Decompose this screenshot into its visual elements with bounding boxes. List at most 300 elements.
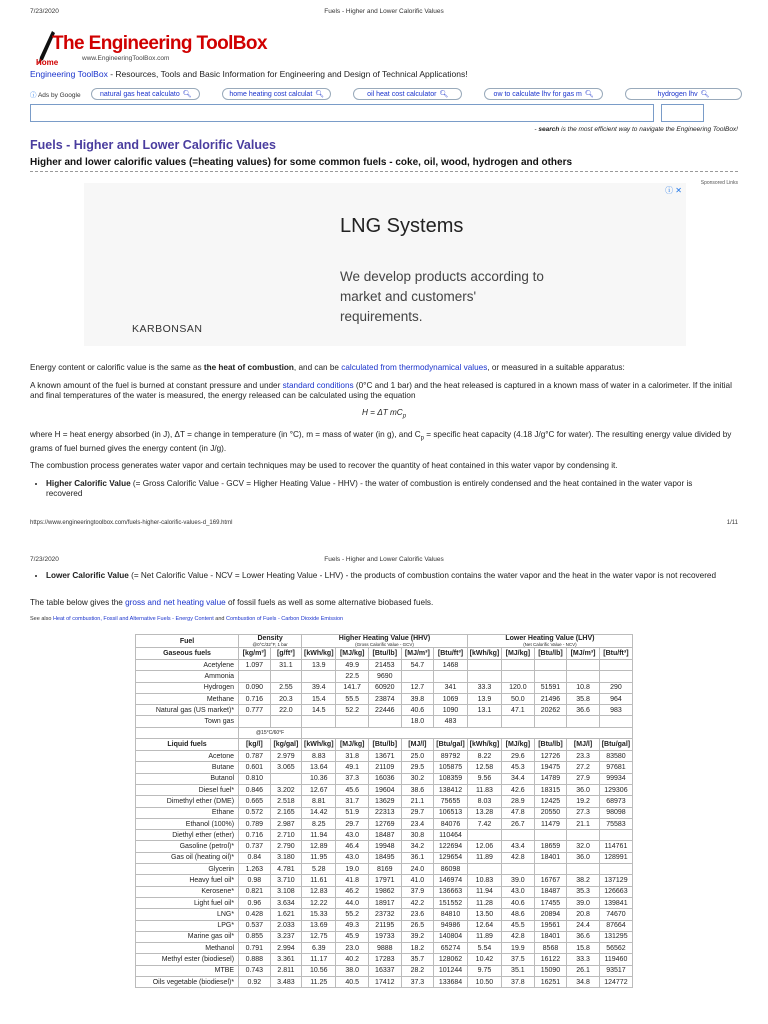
table-cell: 55.5 xyxy=(336,693,369,704)
table-cell: 6.39 xyxy=(302,943,336,954)
table-cell: 48.6 xyxy=(502,909,535,920)
table-cell: 0.090 xyxy=(239,682,271,693)
table-cell xyxy=(502,660,535,671)
ad-title: LNG Systems xyxy=(340,215,464,237)
table-cell: 33.3 xyxy=(467,682,501,693)
table-cell: 0.96 xyxy=(239,897,271,908)
table-row xyxy=(136,943,633,954)
tagline-text: - Resources, Tools and Basic Information for Engineering and Design of Technical Applications! xyxy=(107,69,468,79)
table-cell: 0.601 xyxy=(239,762,271,773)
table-cell xyxy=(467,716,501,727)
table-cell: 21.1 xyxy=(401,796,434,807)
table-row xyxy=(136,660,633,671)
table-cell: 28.2 xyxy=(401,965,434,976)
table-cell: 0.821 xyxy=(239,886,271,897)
tagline xyxy=(30,69,468,79)
table-cell: 27.9 xyxy=(567,773,600,784)
table-cell: 0.716 xyxy=(239,693,271,704)
fuel-name: Methanol xyxy=(136,943,239,954)
unit-header: [Btu/lb] xyxy=(368,739,401,751)
unit-header: [g/ft³] xyxy=(270,648,302,660)
table-cell: 35.7 xyxy=(401,954,434,965)
table-cell: 54.7 xyxy=(401,660,434,671)
table-cell: 34.4 xyxy=(502,773,535,784)
advertisement[interactable] xyxy=(84,183,686,346)
list-lcv xyxy=(46,571,728,581)
table-cell: 43.4 xyxy=(502,841,535,852)
table-cell: 86098 xyxy=(434,864,468,875)
table-cell: 14789 xyxy=(534,773,567,784)
table-cell xyxy=(599,830,632,841)
table-cell: 60920 xyxy=(368,682,401,693)
unit-header: [MJ/l] xyxy=(567,739,600,751)
table-row xyxy=(136,897,633,908)
table-cell: 9690 xyxy=(368,671,401,682)
table-cell: 105875 xyxy=(434,762,468,773)
table-cell: 0.665 xyxy=(239,796,271,807)
table-cell: 74670 xyxy=(599,909,632,920)
table-cell: 89792 xyxy=(434,751,468,762)
table-cell: 40.6 xyxy=(401,705,434,716)
table-cell: 0.737 xyxy=(239,841,271,852)
table-cell: 8169 xyxy=(368,864,401,875)
table-cell: 0.98 xyxy=(239,875,271,886)
fuel-name: Methyl ester (biodiesel) xyxy=(136,954,239,965)
table-cell: 139841 xyxy=(599,897,632,908)
table-row xyxy=(136,954,633,965)
table-cell xyxy=(599,864,632,875)
table-cell: 75583 xyxy=(599,818,632,829)
table-cell: 10.36 xyxy=(302,773,336,784)
unit-header: [kWh/kg] xyxy=(467,739,501,751)
table-cell: 0.810 xyxy=(239,773,271,784)
table-cell: 50.0 xyxy=(502,693,535,704)
table-row xyxy=(136,705,633,716)
unit-header: [kWh/kg] xyxy=(302,648,336,660)
table-cell: 2.710 xyxy=(270,830,302,841)
table-cell xyxy=(534,830,567,841)
table-cell: 146974 xyxy=(434,875,468,886)
table-row xyxy=(136,830,633,841)
fuel-name: Marine gas oil* xyxy=(136,931,239,942)
table-cell: 11.25 xyxy=(302,977,336,988)
table-row xyxy=(136,965,633,976)
table-cell: 35.1 xyxy=(502,965,535,976)
table-cell: 16251 xyxy=(534,977,567,988)
table-cell: 12.06 xyxy=(467,841,501,852)
table-cell: 29.7 xyxy=(401,807,434,818)
table-cell: 23.3 xyxy=(567,751,600,762)
table-cell: 19.0 xyxy=(336,864,369,875)
table-cell: 22446 xyxy=(368,705,401,716)
table-cell: 9.56 xyxy=(467,773,501,784)
table-cell: 11.94 xyxy=(467,886,501,897)
see-also-link-1[interactable]: Heat of combustion, Fossil and Alternative Fuels - Energy Content xyxy=(52,616,214,622)
table-cell: 37.3 xyxy=(336,773,369,784)
table-row xyxy=(136,784,633,795)
table-cell: 26.5 xyxy=(401,920,434,931)
table-cell: 3.237 xyxy=(270,931,302,942)
table-cell: 0.846 xyxy=(239,784,271,795)
table-cell: 19733 xyxy=(368,931,401,942)
table-cell: 43.0 xyxy=(336,852,369,863)
table-cell: 9888 xyxy=(368,943,401,954)
table-row xyxy=(136,920,633,931)
group-label: Gaseous fuels xyxy=(136,648,239,660)
table-cell: 18917 xyxy=(368,897,401,908)
table-cell: 20894 xyxy=(534,909,567,920)
table-cell: 39.0 xyxy=(567,897,600,908)
table-cell: 10.56 xyxy=(302,965,336,976)
thermo-link[interactable]: calculated from thermodynamical values xyxy=(341,363,488,372)
fuel-name: Glycerin xyxy=(136,864,239,875)
table-cell: 38.2 xyxy=(567,875,600,886)
table-cell: 11.94 xyxy=(302,830,336,841)
table-cell: 49.3 xyxy=(336,920,369,931)
unit-header: [kWh/kg] xyxy=(467,648,501,660)
table-cell: 36.1 xyxy=(401,852,434,863)
page-subtitle: Higher and lower calorific values (=heating values) for some common fuels - coke, oil, wood, hydrogen and others xyxy=(30,157,573,168)
table-cell: 36.6 xyxy=(567,705,600,716)
table-cell: 38.6 xyxy=(401,784,434,795)
table-cell: 964 xyxy=(599,693,632,704)
unit-header: [Btu/ft³] xyxy=(434,648,468,660)
table-cell: 40.6 xyxy=(502,897,535,908)
list-hcv xyxy=(46,479,728,499)
table-cell: 35.3 xyxy=(567,886,600,897)
ad-search-pill-4[interactable]: ow to calculate lhv for gas m 🔍︎ xyxy=(484,88,603,100)
table-cell: 83580 xyxy=(599,751,632,762)
print-date: 7/23/2020 xyxy=(30,8,59,15)
table-cell: 0.84 xyxy=(239,852,271,863)
condition-row xyxy=(136,727,633,738)
table-cell: 0.92 xyxy=(239,977,271,988)
table-row xyxy=(136,886,633,897)
table-cell: 11.28 xyxy=(467,897,501,908)
table-cell: 97681 xyxy=(599,762,632,773)
table-cell: 140804 xyxy=(434,931,468,942)
fuel-name: LPG* xyxy=(136,920,239,931)
table-cell: 0.791 xyxy=(239,943,271,954)
table-cell: 0.888 xyxy=(239,954,271,965)
table-cell: 341 xyxy=(434,682,468,693)
unit-header: [MJ/kg] xyxy=(336,739,369,751)
table-cell: 8.22 xyxy=(467,751,501,762)
table-cell: 29.6 xyxy=(502,751,535,762)
table-cell xyxy=(567,830,600,841)
table-row xyxy=(136,875,633,886)
table-cell: 84810 xyxy=(434,909,468,920)
table-cell: 2.811 xyxy=(270,965,302,976)
table-cell: 128062 xyxy=(434,954,468,965)
table-cell: 8.81 xyxy=(302,796,336,807)
footer-url: https://www.engineeringtoolbox.com/fuels-higher-calorific-values-d_169.html xyxy=(30,520,233,526)
table-cell: 29.5 xyxy=(401,762,434,773)
fuel-name: Acetylene xyxy=(136,660,239,671)
table-cell: 45.5 xyxy=(502,920,535,931)
fuel-name: Light fuel oil* xyxy=(136,897,239,908)
table-cell: 52.2 xyxy=(336,705,369,716)
table-cell: 128991 xyxy=(599,852,632,863)
heating-value-link[interactable]: gross and net heating value xyxy=(125,598,226,607)
table-cell: 23.6 xyxy=(401,909,434,920)
table-cell: 68973 xyxy=(599,796,632,807)
table-cell: 5.54 xyxy=(467,943,501,954)
table-cell: 42.8 xyxy=(502,931,535,942)
table-cell: 2.55 xyxy=(270,682,302,693)
table-cell: 2.987 xyxy=(270,818,302,829)
table-cell: 2.994 xyxy=(270,943,302,954)
table-cell: 0.572 xyxy=(239,807,271,818)
table-row xyxy=(136,796,633,807)
table-cell: 2.518 xyxy=(270,796,302,807)
print-title: Fuels - Higher and Lower Calorific Values xyxy=(324,8,444,15)
table-cell xyxy=(567,660,600,671)
sponsored-label: Sponsored Links xyxy=(700,180,738,186)
table-cell: 11.95 xyxy=(302,852,336,863)
table-cell: 4.781 xyxy=(270,864,302,875)
ad-search-pill-3[interactable]: oil heat cost calculator 🔍︎ xyxy=(353,88,462,100)
table-cell: 43.0 xyxy=(336,830,369,841)
table-cell: 2.165 xyxy=(270,807,302,818)
paragraph-calorimeter: A known amount of the fuel is burned at constant pressure and under standard conditions (0°C and 1 bar) and the heat released is captured in a known mass of water in a calorimeter. If the initial and final temperatures of the water is measured, the energy released can be calculated using the equation xyxy=(30,381,732,400)
paragraph-intro: Energy content or calorific value is the same as the heat of combustion, and can be calculated from thermodynamical values, or measured in a suitable apparatus: xyxy=(30,363,625,372)
header-lhv: Lower Heating Value (LHV) (Net Calorific Value - NCV) xyxy=(467,635,632,648)
table-cell: 12425 xyxy=(534,796,567,807)
table-cell xyxy=(434,671,468,682)
site-search xyxy=(30,104,742,122)
table-cell: 39.0 xyxy=(502,875,535,886)
table-cell: 101244 xyxy=(434,965,468,976)
table-cell: 30.2 xyxy=(401,773,434,784)
unit-header: [MJ/m³] xyxy=(401,648,434,660)
unit-header: [Btu/ft³] xyxy=(599,648,632,660)
table-cell: 1.097 xyxy=(239,660,271,671)
table-cell: 13.64 xyxy=(302,762,336,773)
unit-header: [MJ/kg] xyxy=(502,739,535,751)
table-cell: 12.83 xyxy=(302,886,336,897)
table-cell: 0.743 xyxy=(239,965,271,976)
fuel-name: Kerosene* xyxy=(136,886,239,897)
ad-search-pill-1[interactable]: natural gas heat calculato 🔍︎ xyxy=(91,88,200,100)
table-cell: 36.6 xyxy=(567,931,600,942)
table-cell: 49.9 xyxy=(336,660,369,671)
table-cell: 133684 xyxy=(434,977,468,988)
table-cell: 16036 xyxy=(368,773,401,784)
table-cell xyxy=(270,716,302,727)
table-cell: 18495 xyxy=(368,852,401,863)
fuel-name: Natural gas (US market)* xyxy=(136,705,239,716)
unit-header: [kWh/kg] xyxy=(302,739,336,751)
fuel-name: Gas oil (heating oil)* xyxy=(136,852,239,863)
table-cell xyxy=(534,671,567,682)
table-cell: 65274 xyxy=(434,943,468,954)
header-density: Density @0°C/32°F, 1 bar xyxy=(239,635,302,648)
see-also: See also Heat of combustion, Fossil and Alternative Fuels - Energy Content and Combustion of Fuels - Carbon Dioxide Emission xyxy=(30,616,344,622)
standard-conditions-link[interactable]: standard conditions xyxy=(282,381,354,390)
table-cell: 39.8 xyxy=(401,693,434,704)
table-cell: 23874 xyxy=(368,693,401,704)
table-cell: 20550 xyxy=(534,807,567,818)
table-header-row xyxy=(136,635,633,648)
footer-page: 1/11 xyxy=(726,520,738,526)
fuel-name: MTBE xyxy=(136,965,239,976)
table-cell: 16767 xyxy=(534,875,567,886)
search-button[interactable] xyxy=(661,104,704,122)
table-cell xyxy=(599,660,632,671)
table-cell: 98098 xyxy=(599,807,632,818)
ad-search-pill-5[interactable]: hydrogen lhv 🔍︎ xyxy=(625,88,742,100)
table-cell: 13671 xyxy=(368,751,401,762)
table-cell: 3.634 xyxy=(270,897,302,908)
table-cell: 1.263 xyxy=(239,864,271,875)
table-cell: 19948 xyxy=(368,841,401,852)
fuel-name: Town gas xyxy=(136,716,239,727)
table-cell: 18659 xyxy=(534,841,567,852)
table-cell xyxy=(567,671,600,682)
table-cell: 110464 xyxy=(434,830,468,841)
table-cell: 1069 xyxy=(434,693,468,704)
table-cell: 26.1 xyxy=(567,965,600,976)
fuel-name: Ethanol (100%) xyxy=(136,818,239,829)
table-cell: 3.108 xyxy=(270,886,302,897)
table-cell: 119460 xyxy=(599,954,632,965)
group-label: Liquid fuels xyxy=(136,739,239,751)
table-cell: 13.9 xyxy=(302,660,336,671)
table-cell: 3.710 xyxy=(270,875,302,886)
table-cell: 11479 xyxy=(534,818,567,829)
table-cell: 136663 xyxy=(434,886,468,897)
unit-header: [Btu/lb] xyxy=(534,739,567,751)
info-icon: ⓘ xyxy=(30,91,37,99)
table-cell: 290 xyxy=(599,682,632,693)
table-cell: 37.5 xyxy=(502,954,535,965)
table-cell: 19561 xyxy=(534,920,567,931)
table-cell: 0.777 xyxy=(239,705,271,716)
table-cell: 1468 xyxy=(434,660,468,671)
table-cell: 13.9 xyxy=(467,693,501,704)
table-cell: 14.42 xyxy=(302,807,336,818)
site-url: www.EngineeringToolBox.com xyxy=(82,55,170,62)
table-row xyxy=(136,852,633,863)
tagline-link[interactable]: Engineering ToolBox xyxy=(30,69,108,79)
home-link[interactable]: Home xyxy=(36,58,59,67)
table-cell: 13.69 xyxy=(302,920,336,931)
table-cell: 40.2 xyxy=(336,954,369,965)
table-row xyxy=(136,977,633,988)
site-name: The Engineering ToolBox xyxy=(52,33,267,54)
table-cell: 12.58 xyxy=(467,762,501,773)
table-cell: 12.7 xyxy=(401,682,434,693)
table-row xyxy=(136,818,633,829)
header-fuel: Fuel xyxy=(136,635,239,648)
fuel-name: Hydrogen xyxy=(136,682,239,693)
table-cell: 2.790 xyxy=(270,841,302,852)
table-cell: 14.5 xyxy=(302,705,336,716)
fuels-table xyxy=(135,634,633,988)
table-cell: 13629 xyxy=(368,796,401,807)
table-row xyxy=(136,864,633,875)
table-cell: 11.89 xyxy=(467,931,501,942)
table-cell: 17455 xyxy=(534,897,567,908)
table-cell: 7.42 xyxy=(467,818,501,829)
unit-header: [Btu/gal] xyxy=(599,739,632,751)
fuel-name: Methane xyxy=(136,693,239,704)
table-cell: 94986 xyxy=(434,920,468,931)
table-cell: 45.9 xyxy=(336,931,369,942)
table-units-row xyxy=(136,739,633,751)
ad-close-icon[interactable]: ⓘ ✕ xyxy=(665,186,682,195)
table-cell: 12726 xyxy=(534,751,567,762)
table-cell xyxy=(599,671,632,682)
table-cell: 9.75 xyxy=(467,965,501,976)
table-cell: 43.0 xyxy=(502,886,535,897)
table-cell: 3.180 xyxy=(270,852,302,863)
search-input[interactable] xyxy=(30,104,654,122)
table-cell: 40.5 xyxy=(336,977,369,988)
print-header-2 xyxy=(30,556,738,563)
table-cell: 12.89 xyxy=(302,841,336,852)
divider xyxy=(30,171,738,172)
table-cell: 11.17 xyxy=(302,954,336,965)
table-cell xyxy=(502,716,535,727)
table-cell: 3.483 xyxy=(270,977,302,988)
table-cell: 108359 xyxy=(434,773,468,784)
table-cell: 42.8 xyxy=(502,852,535,863)
list-item: • Lower Calorific Value (= Net Calorific Value - NCV = Lower Heating Value - LHV) - the products of combustion contains the water vapor and the heat in the water vapor is not recovered xyxy=(46,571,728,581)
ad-search-pill-2[interactable]: home heating cost calculat 🔍︎ xyxy=(222,88,331,100)
unit-header: [Btu/lb] xyxy=(534,648,567,660)
table-cell: 18.0 xyxy=(401,716,434,727)
table-cell: 42.2 xyxy=(401,897,434,908)
table-cell: 19604 xyxy=(368,784,401,795)
table-cell: 29.7 xyxy=(336,818,369,829)
ads-by-google[interactable]: ⓘ Ads by Google xyxy=(30,91,81,99)
table-cell xyxy=(599,716,632,727)
table-cell: 22.0 xyxy=(270,705,302,716)
site-logo[interactable] xyxy=(34,30,334,68)
table-cell xyxy=(467,830,501,841)
table-cell: 23.4 xyxy=(401,818,434,829)
unit-header: [kg/l] xyxy=(239,739,271,751)
table-cell xyxy=(467,864,501,875)
unit-header: [MJ/l] xyxy=(401,739,434,751)
table-cell: 5.28 xyxy=(302,864,336,875)
table-cell: 46.2 xyxy=(336,886,369,897)
table-cell: 11.61 xyxy=(302,875,336,886)
table-cell: 126663 xyxy=(599,886,632,897)
fuel-name: Ethane xyxy=(136,807,239,818)
fuel-name: Acetone xyxy=(136,751,239,762)
ad-brand: KARBONSAN xyxy=(132,323,203,335)
list-item: • Higher Calorific Value (= Gross Calorific Value - GCV = Higher Heating Value - HHV) - the water of combustion is entirely condensed and the heat contained in the water vapor is recovered xyxy=(46,479,728,499)
table-cell: 11.89 xyxy=(467,852,501,863)
fuel-name: Oils vegetable (biodiesel)* xyxy=(136,977,239,988)
table-cell: 51.9 xyxy=(336,807,369,818)
table-cell: 124772 xyxy=(599,977,632,988)
table-row xyxy=(136,762,633,773)
fuel-name: Dimethyl ether (DME) xyxy=(136,796,239,807)
table-cell: 23.0 xyxy=(336,943,369,954)
table-cell: 0.428 xyxy=(239,909,271,920)
table-cell xyxy=(401,671,434,682)
table-cell: 41.8 xyxy=(336,875,369,886)
table-cell xyxy=(368,716,401,727)
see-also-link-2[interactable]: Combustion of Fuels - Carbon Dioxide Emission xyxy=(225,616,344,622)
table-cell xyxy=(502,864,535,875)
fuel-name: Butanol xyxy=(136,773,239,784)
table-cell xyxy=(302,716,336,727)
